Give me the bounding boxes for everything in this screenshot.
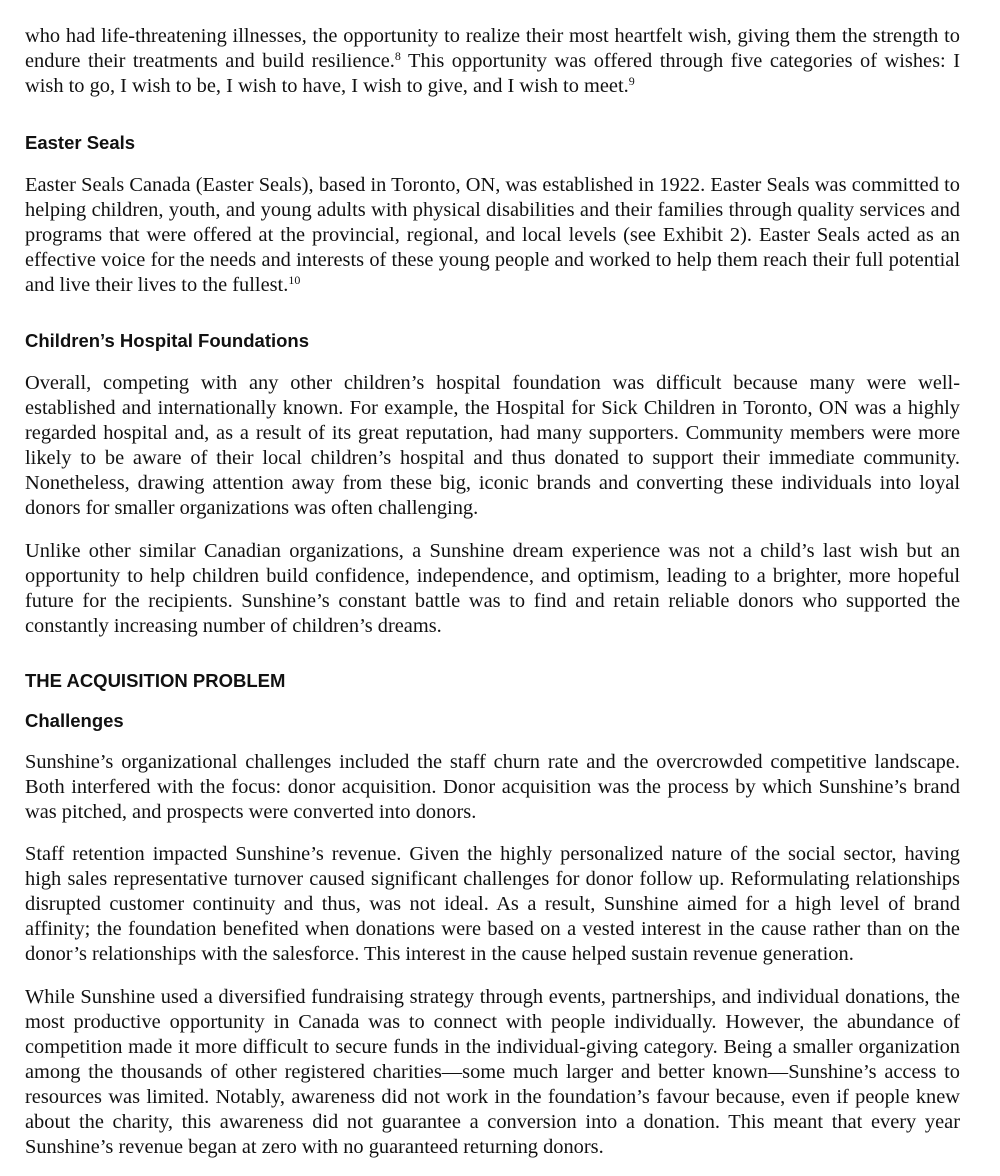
easter-seals-heading: Easter Seals	[25, 132, 136, 153]
hospital-text-2: Unlike other similar Canadian organizations, a Sunshine dream experience was not a child’s last wish but an opportunity to help children build confidence, independence, and optimism, leading to a brighter, more hopeful future for the recipients. Sunshine’s constant battle was to find and retain reliable donors who supported the constantly increasing number of children’s dreams.	[25, 540, 960, 637]
acquisition-problem-heading: THE ACQUISITION PROBLEM	[25, 670, 286, 691]
challenges-paragraph-2	[25, 842, 960, 967]
footnote-marker: 8	[394, 49, 401, 63]
hospital-paragraph-2	[25, 539, 960, 639]
challenges-paragraph-1	[25, 750, 960, 825]
easter-seals-text: Easter Seals Canada (Easter Seals), based in Toronto, ON, was established in 1922. Easter Seals was committed to helping children, youth, and young adults with physical disabilities and their families through quality services and programs that were offered at the provincial, regional, and local levels (see Exhibit 2). Easter Seals acted as an effective voice for the needs and interests of these young people and worked to help them reach their full potential and live their lives to the fullest.	[25, 174, 960, 296]
challenges-text-2: Staff retention impacted Sunshine’s revenue. Given the highly personalized nature of the social sector, having high sales representative turnover caused significant challenges for donor follow up. Reformulating relationships disrupted customer continuity and thus, was not ideal. As a result, Sunshine aimed for a high level of brand affinity; the foundation benefited when donations were based on a vested interest in the cause rather than on the donor’s relationships with the salesforce. This interest in the cause helped sustain revenue generation.	[25, 843, 960, 965]
hospital-foundations-heading: Children’s Hospital Foundations	[25, 330, 310, 351]
intro-text-continued: This opportunity was offered through five categories of wishes: I wish to go, I wish to be, I wish to have, I wish to give, and I wish to meet.	[25, 50, 960, 97]
intro-paragraph	[25, 24, 960, 99]
challenges-text-3: While Sunshine used a diversified fundraising strategy through events, partnerships, and individual donations, the most productive opportunity in Canada was to connect with people individually. However, the abundance of competition made it more difficult to secure funds in the individual-giving category. Being a smaller organization among the thousands of other registered charities—some much larger and better known—Sunshine’s access to resources was limited. Notably, awareness did not work in the foundation’s favour because, even if people knew about the charity, this awareness did not guarantee a conversion into a donation. This meant that every year Sunshine’s revenue began at zero with no guaranteed returning donors.	[25, 986, 960, 1158]
footnote-marker: 10	[288, 273, 301, 287]
hospital-paragraph-1	[25, 371, 960, 521]
challenges-text-1: Sunshine’s organizational challenges included the staff churn rate and the overcrowded competitive landscape. Both interfered with the focus: donor acquisition. Donor acquisition was the process by which Sunshine’s brand was pitched, and prospects were converted into donors.	[25, 751, 960, 823]
intro-text: who had life-threatening illnesses, the opportunity to realize their most heartfelt wish, giving them the strength to endure their treatments and build resilience.	[25, 25, 960, 72]
challenges-paragraph-3	[25, 985, 960, 1160]
challenges-subheading: Challenges	[25, 710, 124, 731]
footnote-marker: 9	[628, 74, 635, 88]
easter-seals-paragraph	[25, 173, 960, 298]
hospital-text-1: Overall, competing with any other children’s hospital foundation was difficult because many were well-established and internationally known. For example, the Hospital for Sick Children in Toronto, ON was a highly regarded hospital and, as a result of its great reputation, had many supporters. Community members were more likely to be aware of their local children’s hospital and thus donated to support their immediate community. Nonetheless, drawing attention away from these big, iconic brands and converting these individuals into loyal donors for smaller organizations was often challenging.	[25, 372, 960, 519]
